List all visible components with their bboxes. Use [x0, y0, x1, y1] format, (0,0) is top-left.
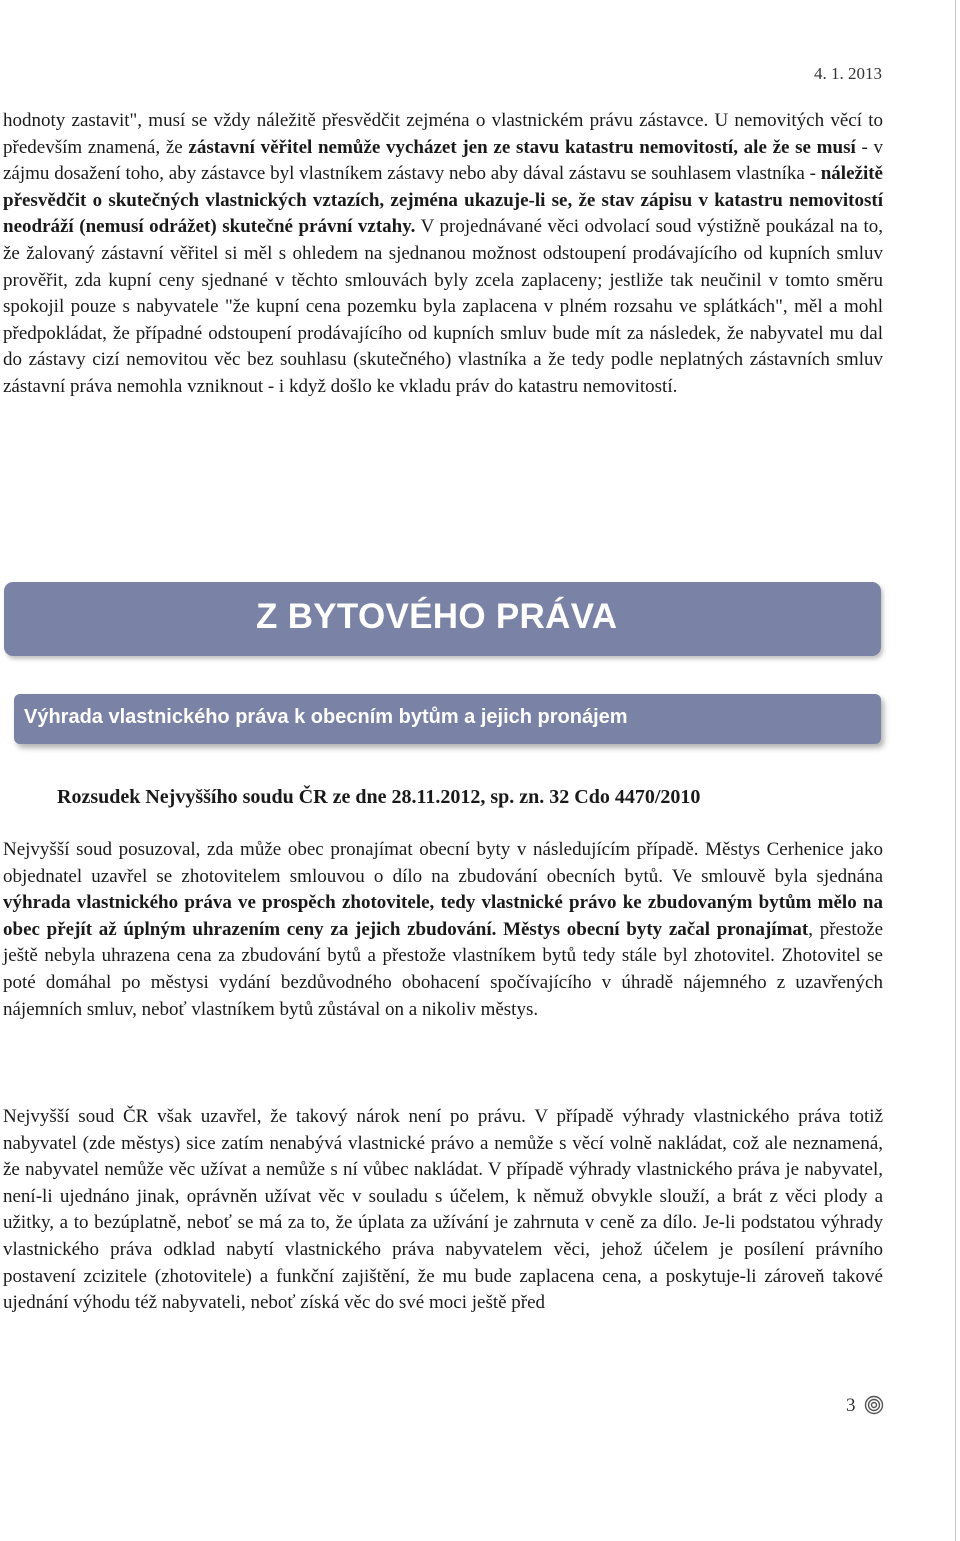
intro-bold-2: náležitě přesvědčit o skutečných vlastnických vztazích, zejména ukazuje-li se, že stav zápisu v katastru nemovitostí neodráží (nemusí odrážet) skutečné právní vztahy. — [3, 163, 883, 238]
intro-text-2: - v zájmu dosažení toho, aby zástavce byl vlastníkem zástavy nebo aby dával zástavu se souhlasem vlastníka - — [3, 136, 884, 185]
section-title: Z BYTOVÉHO PRÁVA — [256, 597, 618, 636]
intro-bold-1: zástavní věřitel nemůže vycházet jen ze stavu katastru nemovitostí, ale že se musí — [188, 136, 856, 158]
body-paragraph-2: Nejvyšší soud ČR však uzavřel, že takový nárok není po právu. V případě výhrady vlastnického práva totiž nabyvatel (zde městys) sice zatím nenabývá vlastnické právo a nemůže s věcí volně nakládat, což ale neznamená, že nabyvatel nemůže věc užívat a nemůže s ní vůbec nakládat. V případě výhrady vlastnického práva je nabyvatel, není-li ujednáno jinak, oprávněn užívat věc v souladu s účelem, k němuž obvykle slouží, a brát z věci plody a užitky, a to bezúplatně, neboť se má za to, že úplata za užívání je zahrnuta v ceně za dílo. Je-li podstatou výhrady vlastnického práva odklad nabytí vlastnického práva nabyvatelem věci, jehož účelem je posílení právního postavení zcizitele (zhotovitele) a funkční zajištění, že mu bude zaplacena cena, a poskytuje-li zároveň takové ujednání výhodu též nabyvateli, neboť získá věc do své moci ještě před — [3, 1106, 883, 1314]
intro-text-3: V projednávané věci odvolací soud výstižně poukázal na to, že žalovaný zástavní věřitel si měl s ohledem na sjednanou možnost odstoupení prodávajícího od kupních smluv prověřit, zda kupní ceny sjednané v těchto smlouvách byly zcela zaplaceny; jestliže tak neučinil v tomto směru spokojil pouze s nabyvatele "že kupní cena pozemku byla zaplacena v plném rozsahu ve splátkách", měl a mohl předpokládat, že případné odstoupení prodávajícího od kupních smluv bude mít za následek, že nabyvatel mu dal do zástavy cizí nemovitou věc bez souhlasu (skutečného) vlastníka a že tedy podle neplatných zástavních smluv zástavní práva nemohla vzniknout - i když došlo ke vkladu práv do katastru nemovitostí. — [3, 216, 883, 397]
page-edge-rule — [955, 0, 956, 1541]
concentric-circles-icon — [864, 1395, 884, 1415]
intro-paragraph — [3, 108, 883, 401]
header-date: 4. 1. 2013 — [814, 64, 882, 83]
ruling-reference: Rozsudek Nejvyššího soudu ČR ze dne 28.11.2012, sp. zn. 32 Cdo 4470/2010 — [57, 786, 701, 808]
body-bold-1: výhrada vlastnického práva ve prospěch zhotovitele, tedy vlastnické právo ke zbudovaným bytům mělo na obec přejít až úplným uhrazením ceny za jejich zbudování. Městys obecní byty začal pronajímat — [3, 892, 883, 940]
intro-text-1: hodnoty zastavit", musí se vždy náležitě přesvědčit zejména o vlastnickém právu zástavce. U nemovitých věcí to především znamená, že — [3, 110, 883, 158]
article-title: Výhrada vlastnického práva k obecním bytům a jejich pronájem — [24, 706, 628, 728]
body-paragraph-1 — [3, 837, 883, 1023]
body-text-2: , přestože ještě nebyla uhrazena cena za zbudování bytů a přestože vlastníkem bytů tedy stále byl zhotovitel. Zhotovitel se poté domáhal po městysi vydání bezdůvodného obohacení spočívajícího v úhradě nájemného z uzavřených nájemních smluv, neboť vlastníkem bytů zůstával on a nikoliv městys. — [3, 918, 884, 1020]
section-banner — [4, 582, 881, 656]
article-banner — [14, 694, 881, 744]
page-number: 3 — [846, 1395, 856, 1416]
body-text-1: Nejvyšší soud posuzoval, zda může obec pronajímat obecní byty v následujícím případě. Městys Cerhenice jako objednatel uzavřel se zhotovitelem smlouvou o dílo na zbudování obecních bytů. Ve smlouvě byla sjednána — [3, 839, 883, 887]
